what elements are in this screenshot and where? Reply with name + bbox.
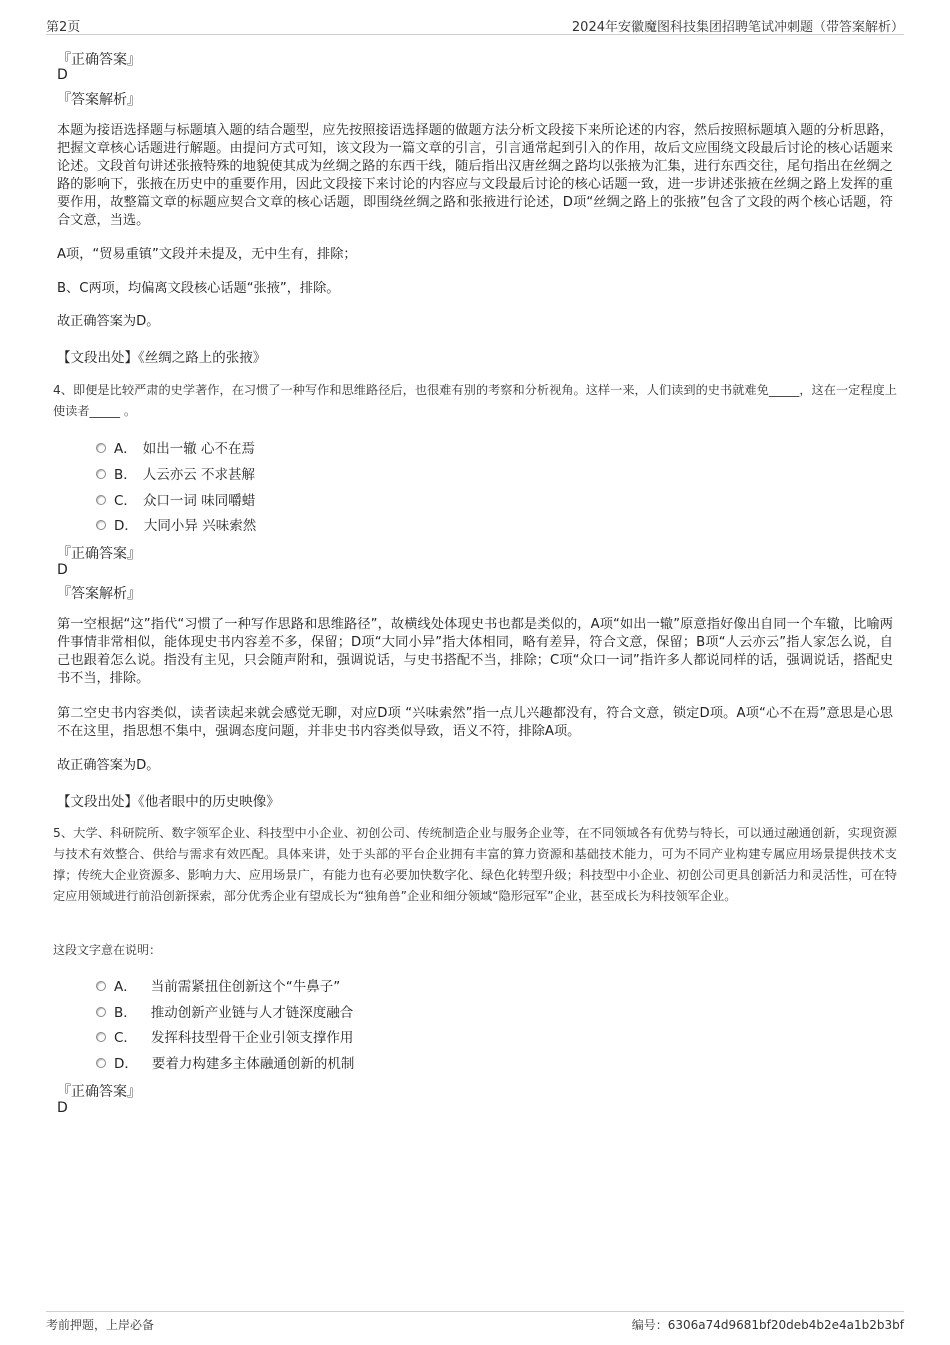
analysis-paragraph: 故正确答案为D。	[57, 758, 160, 773]
analysis-paragraph: 第二空史书内容类似，读者读起来就会感觉无聊，对应D项 “兴味索然”指一点儿兴趣都没有，符合文意，锁定D项。A项“心不在焉”意思是心思不在这里，指思想不集中，强调态度问题，并非史书内容类似导致，语义不符，排除A项。	[57, 706, 893, 739]
question-text: 4、即便是比较严肃的史学著作，在习惯了一种写作和思维路径后，也很难有别的考察和分析视角。这样一来，人们读到的史书就难免_____，这在一定程度上使读者_____ 。	[53, 383, 897, 418]
radio-icon[interactable]	[96, 981, 106, 991]
page-header	[46, 14, 904, 35]
radio-icon[interactable]	[96, 520, 106, 530]
option-b[interactable]: B． 推动创新产业链与人才链深度融合	[96, 1001, 353, 1021]
footer-slogan: 考前押题，上岸必备	[46, 1318, 155, 1332]
analysis-paragraph: A项，“贸易重镇”文段并未提及，无中生有，排除；	[57, 247, 357, 262]
analysis-paragraph: B、C两项，均偏离文段核心话题“张掖”，排除。	[57, 281, 340, 296]
option-c[interactable]: C． 众口一词 味同嚼蜡	[96, 489, 255, 509]
answer-value: D	[57, 67, 68, 83]
answer-label: 『正确答案』	[57, 52, 141, 68]
analysis-paragraph: 第一空根据“这”指代“习惯了一种写作思路和思维路径”，故横线处体现史书也都是类似的，A项“如出一辙”原意指好像出自同一个车辙，比喻两件事情非常相似，能体现史书内容差不多，保留；D项“大同小异”指大体相同，略有差异，符合文意，保留；B项“人云亦云”指人家怎么说，自己也跟着怎么说。指没有主见，只会随声附和，强调说话，与史书搭配不当，排除；C项“众口一词”指许多人都说同样的话，强调说话，搭配史书不当，排除。	[57, 617, 893, 686]
option-b[interactable]: B． 人云亦云 不求甚解	[96, 463, 255, 483]
analysis-paragraph: 本题为接语选择题与标题填入题的结合题型，应先按照接语选择题的做题方法分析文段接下来所论述的内容，然后按照标题填入题的分析思路，把握文章核心话题进行解题。由提问方式可知，该文段为一篇文章的引言，引言通常起到引入的作用，故后文应围绕文段最后讨论的核心话题来论述。文段首句讲述张掖特殊的地貌使其成为丝绸之路的东西干线，随后指出汉唐丝绸之路均以张掖为汇集，进行东西交往，尾句指出在丝绸之路的影响下，张掖在历史中的重要作用，因此文段接下来讨论的内容应与文段最后讨论的核心话题一致，进一步讲述张掖在丝绸之路上发挥的重要作用，故整篇文章的标题应契合文章的核心话题，即围绕丝绸之路和张掖进行论述，D项“丝绸之路上的张掖”包含了文段的两个核心话题，符合文意，当选。	[57, 123, 893, 228]
page-number: 第2页	[46, 20, 81, 35]
document-id: 编号：6306a74d9681bf20deb4b2e4a1b2b3bf	[631, 1318, 904, 1332]
radio-icon[interactable]	[96, 1058, 106, 1068]
option-d[interactable]: D． 要着力构建多主体融通创新的机制	[96, 1052, 354, 1072]
option-d[interactable]: D． 大同小异 兴味索然	[96, 514, 256, 534]
radio-icon[interactable]	[96, 495, 106, 505]
option-a[interactable]: A． 当前需紧扭住创新这个“牛鼻子”	[96, 975, 340, 995]
radio-icon[interactable]	[96, 443, 106, 453]
answer-label: 『正确答案』	[57, 1084, 141, 1100]
question-prompt: 这段文字意在说明：	[53, 943, 162, 957]
answer-value: D	[57, 1100, 68, 1116]
option-c[interactable]: C． 发挥科技型骨干企业引领支撑作用	[96, 1026, 353, 1046]
question-text: 5、大学、科研院所、数字领军企业、科技型中小企业、初创公司、传统制造企业与服务企业等，在不同领域各有优势与特长，可以通过融通创新，实现资源与技术有效整合、供给与需求有效匹配。具体来讲，处于头部的平台企业拥有丰富的算力资源和基础技术能力，可为不同产业构建专属应用场景提供技术支撑；传统大企业资源多、影响力大、应用场景广，有能力也有必要加快数字化、绿色化转型升级；科技型中小企业、初创公司更具创新活力和灵活性，可在特定应用领域进行前沿创新探索，部分优秀企业有望成长为“独角兽”企业和细分领域“隐形冠军”企业，甚至成长为科技领军企业。	[53, 826, 897, 903]
option-a[interactable]: A． 如出一辙 心不在焉	[96, 437, 255, 457]
radio-icon[interactable]	[96, 1032, 106, 1042]
analysis-paragraph: 故正确答案为D。	[57, 314, 160, 329]
answer-value: D	[57, 562, 68, 578]
answer-label: 『正确答案』	[57, 546, 141, 562]
passage-source: 【文段出处】《丝绸之路上的张掖》	[57, 350, 267, 366]
document-title: 2024年安徽魔图科技集团招聘笔试冲刺题（带答案解析）	[571, 20, 904, 35]
radio-icon[interactable]	[96, 1007, 106, 1017]
passage-source: 【文段出处】《他者眼中的历史映像》	[57, 794, 280, 810]
analysis-label: 『答案解析』	[57, 92, 141, 108]
page-footer	[46, 1311, 904, 1332]
radio-icon[interactable]	[96, 469, 106, 479]
analysis-label: 『答案解析』	[57, 586, 141, 602]
